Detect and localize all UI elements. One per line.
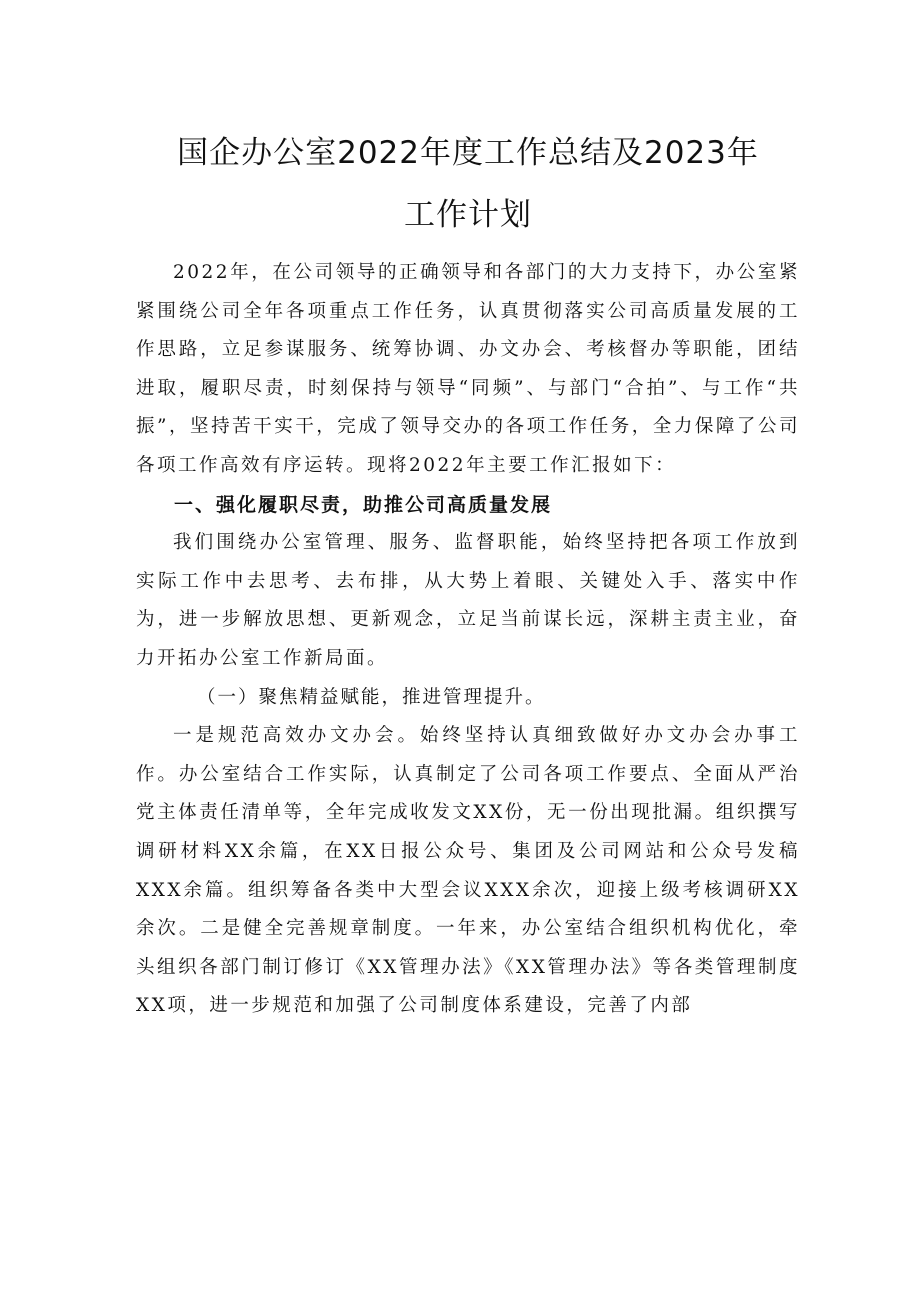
document-page — [136, 122, 800, 1026]
intro-paragraph: 2022年，在公司领导的正确领导和各部门的大力支持下，办公室紧紧围绕公司全年各项重点工作任务，认真贯彻落实公司高质量发展的工作思路，立足参谋服务、统筹协调、办文办会、考核督办等职能，团结进取，履职尽责，时刻保持与领导“同频”、与部门“合拍”、与工作“共振”，坚持苦干实干，完成了领导交办的各项工作任务，全力保障了公司各项工作高效有序运转。现将2022年主要工作汇报如下： — [136, 262, 800, 476]
title-line-1: 国企办公室2022年度工作总结及2023年 — [177, 135, 759, 171]
section-1-paragraph: 我们围绕办公室管理、服务、监督职能，始终坚持把各项工作放到实际工作中去思考、去布排，从大势上着眼、关键处入手、落实中作为，进一步解放思想、更新观念，立足当前谋长远，深耕主责主业，奋力开拓办公室工作新局面。 — [136, 532, 800, 669]
document-body — [136, 254, 800, 1026]
document-title — [136, 122, 800, 246]
subsection-1-paragraph: 一是规范高效办文办会。始终坚持认真细致做好办文办会办事工作。办公室结合工作实际，认真制定了公司各项工作要点、全面从严治党主体责任清单等，全年完成收发文XX份，无一份出现批漏。组织撰写调研材料XX余篇，在XX日报公众号、集团及公司网站和公众号发稿XXX余篇。组织筹备各类中大型会议XXX余次，迎接上级考核调研XX余次。二是健全完善规章制度。一年来，办公室结合组织机构优化，牵头组织各部门制订修订《XX管理办法》《XX管理办法》等各类管理制度XX项，进一步规范和加强了公司制度体系建设，完善了内部 — [136, 725, 800, 1017]
subsection-1-heading: （一）聚焦精益赋能，推进管理提升。 — [197, 686, 546, 708]
title-line-2: 工作计划 — [404, 197, 532, 233]
section-1-heading: 一、强化履职尽责，助推公司高质量发展 — [174, 493, 553, 516]
